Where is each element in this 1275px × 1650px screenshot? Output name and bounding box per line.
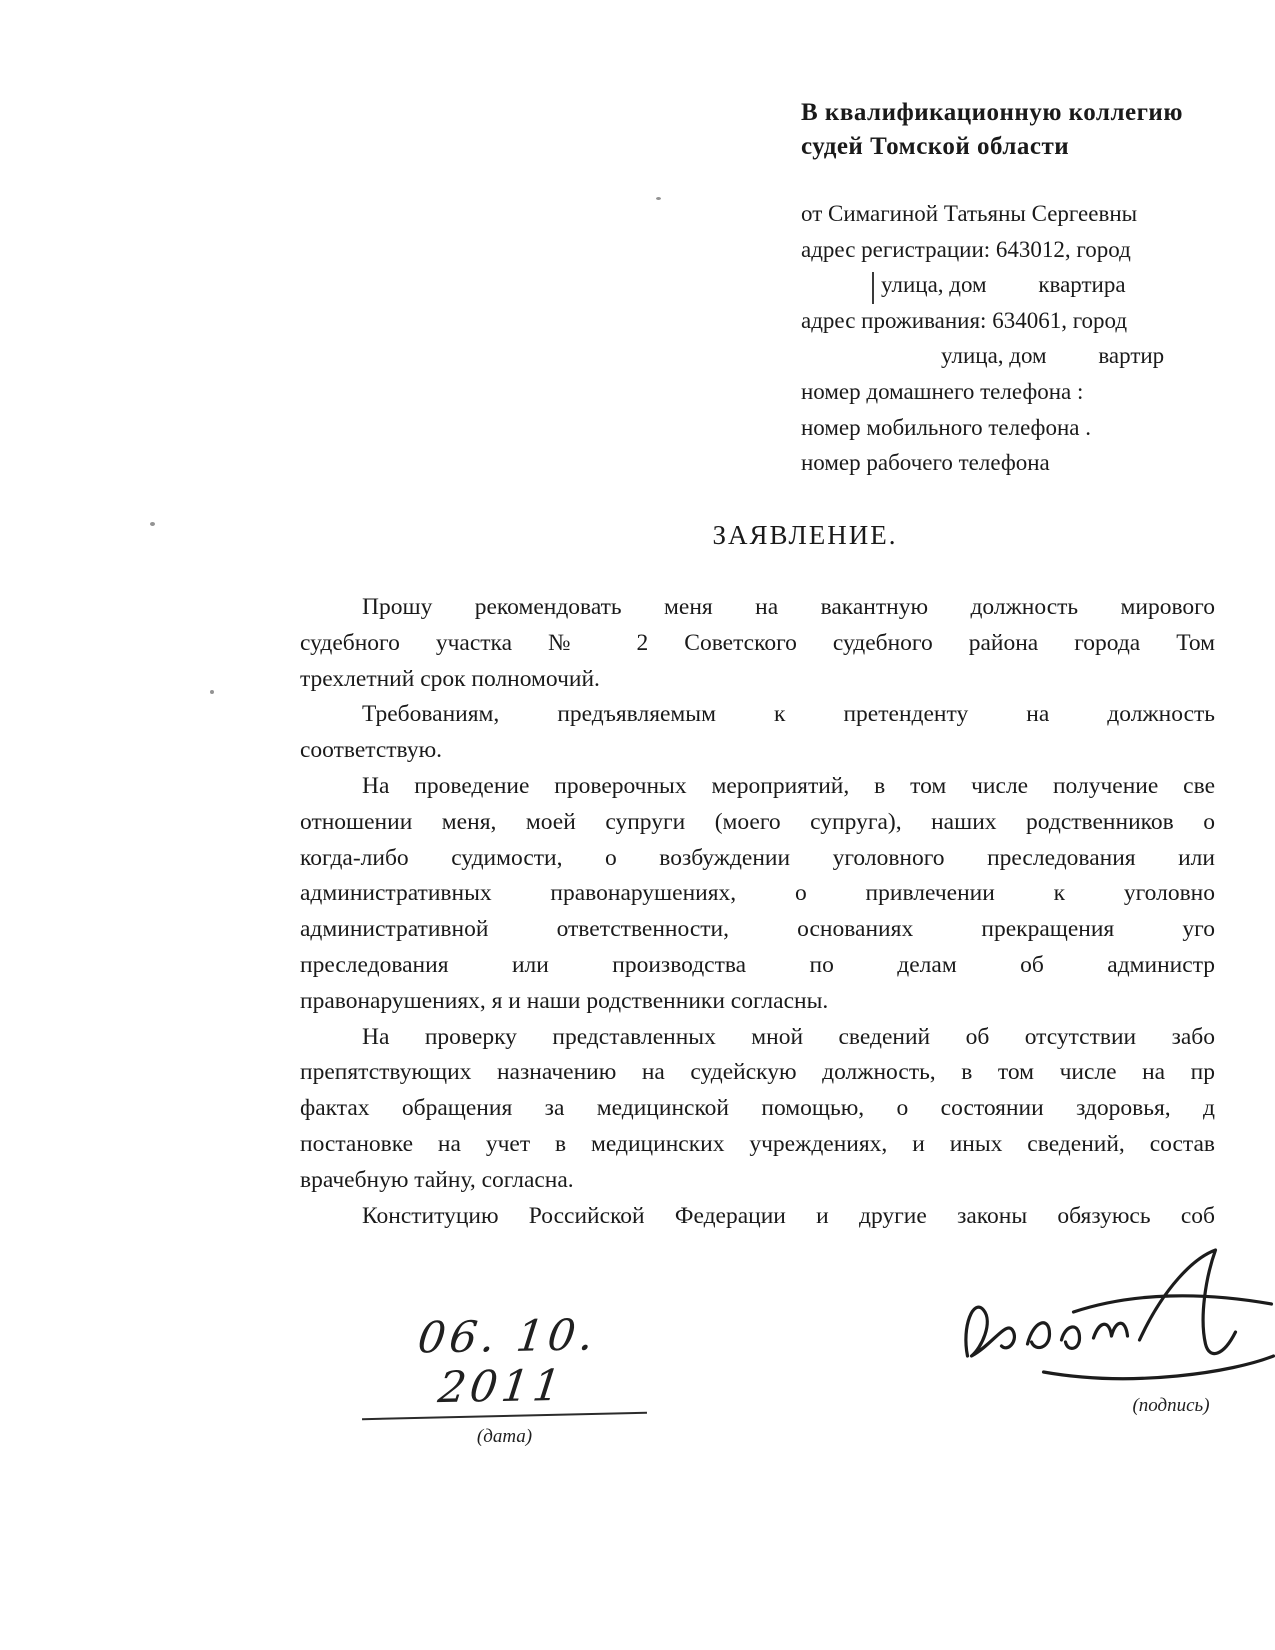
body-line: Прошу рекомендовать меня на вакантную должность мирового — [362, 594, 1215, 620]
body-line: правонарушениях, я и наши родственники согласны. — [300, 987, 829, 1014]
addressee-line-2: судей Томской области — [801, 133, 1070, 160]
document-title: ЗАЯВЛЕНИЕ. — [712, 520, 898, 550]
body-line: отношении меня, моей супруги (моего супруга), наших родственников о — [300, 808, 1215, 835]
work-phone-line: номер рабочего телефона — [801, 450, 1050, 476]
addressee-line-1: В квалификационную коллегию — [801, 99, 1183, 126]
scan-artifact-speck — [150, 522, 155, 526]
body-line: фактах обращения за медицинской помощью, о состоянии здоровья, д — [300, 1095, 1215, 1122]
mobile-phone-line: номер мобильного телефона . — [801, 414, 1091, 440]
date-label: (дата) — [476, 1426, 533, 1447]
handwritten-date: 06. 10. 2011 — [415, 1310, 601, 1414]
body-line: трехлетний срок полномочий. — [300, 665, 600, 692]
body-line: препятствующих назначению на судейскую должность, в том числе на пр — [300, 1059, 1215, 1086]
date-group — [362, 1312, 647, 1448]
body-line: судебного участка № 2 Советского судебного района города Том — [300, 629, 1215, 656]
signature-group — [952, 1248, 1275, 1417]
handwritten-signature-icon — [952, 1248, 1275, 1393]
residence-street-line: улица, дом вартир — [941, 343, 1165, 369]
body-line: административных правонарушениях, о привлечении к уголовно — [300, 880, 1215, 907]
body-line: На проведение проверочных мероприятий, в том числе получение све — [362, 772, 1215, 799]
body-line: Конституцию Российской Федерации и другие законы обязуюсь соб — [362, 1202, 1215, 1229]
body-text — [300, 590, 1215, 1234]
body-line: Требованиям, предъявляемым к претенденту на должность — [362, 701, 1215, 728]
scan-artifact-speck — [210, 690, 214, 694]
body-line: преследования или производства по делам об администр — [300, 951, 1215, 978]
body-line: врачебную тайну, согласна. — [300, 1166, 574, 1193]
scan-artifact-bracket — [872, 272, 874, 304]
home-phone-line: номер домашнего телефона : — [801, 378, 1084, 404]
body-line: На проверку представленных мной сведений об отсутствии забо — [362, 1023, 1215, 1050]
body-line: административной ответственности, основаниях прекращения уго — [300, 916, 1215, 943]
body-line: когда-либо судимости, о возбуждении уголовного преследования или — [300, 844, 1215, 871]
scan-artifact-speck — [656, 197, 661, 200]
residence-address-line: адрес проживания: 634061, город — [801, 307, 1128, 333]
sender-block — [801, 196, 1275, 481]
addressee-block — [801, 96, 1275, 164]
sender-name-line: от Симагиной Татьяны Сергеевны — [801, 201, 1138, 226]
registration-address-line: адрес регистрации: 643012, город — [801, 236, 1131, 262]
signature-label: (подпись) — [1132, 1395, 1210, 1416]
body-line: соответствую. — [300, 737, 443, 764]
body-line: постановке на учет в медицинских учреждениях, и иных сведений, состав — [300, 1130, 1215, 1157]
registration-street-line: улица, дом квартира — [881, 272, 1126, 298]
